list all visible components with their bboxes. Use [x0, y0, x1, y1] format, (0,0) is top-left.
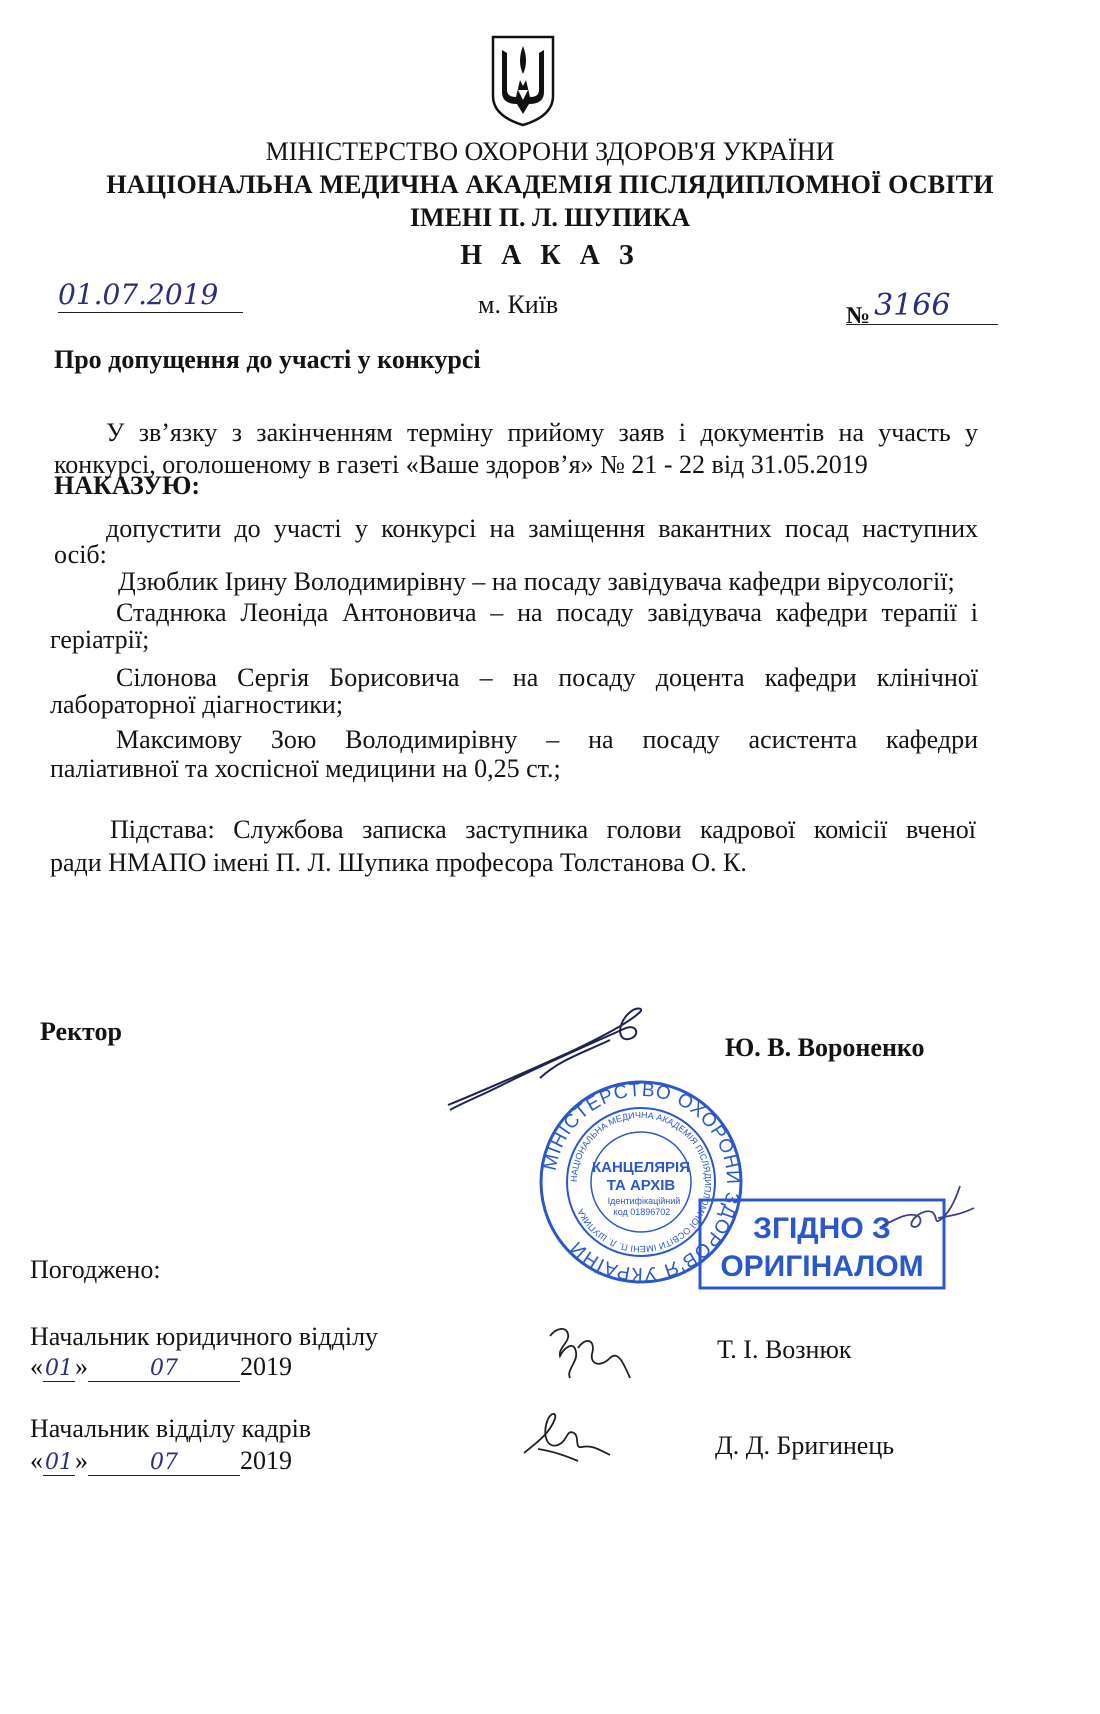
- basis-line2: ради НМАПО імені П. Л. Шупика професора Толстанова О. К.: [50, 848, 747, 877]
- approval-2-month: 07: [88, 1450, 240, 1476]
- approval-label: Погоджено:: [30, 1255, 161, 1284]
- order-subject: Про допущення до участі у конкурсі: [54, 345, 481, 374]
- stamp-outer-text: МІНІСТЕРСТВО ОХОРОНИ ЗДОРОВ'Я УКРАЇНИ: [539, 1079, 744, 1285]
- signer-name: Ю. В. Вороненко: [725, 1033, 925, 1062]
- number-sign: №: [846, 303, 871, 329]
- academy-title-line2: ІМЕНІ П. Л. ШУПИКА: [409, 203, 691, 232]
- rect-stamp-line2: ОРИГІНАЛОМ: [720, 1250, 924, 1283]
- approval-2-position: Начальник відділу кадрів: [30, 1414, 312, 1443]
- order-date: 01.07.2019: [58, 278, 243, 313]
- stamp-center-line1: КАНЦЕЛЯРІЯ: [591, 1159, 691, 1176]
- intro-line1: У зв’язку з закінченням терміну прийому заяв і документів на участь у: [106, 418, 978, 447]
- person-2: Стаднюка Леоніда Антоновича – на посаду завідувача кафедри терапії і: [116, 598, 978, 627]
- intro-line2: конкурсі, оголошеному в газеті «Ваше здоров’я» № 21 - 22 від 31.05.2019: [54, 450, 868, 479]
- person-2-cont: геріатрії;: [50, 625, 150, 654]
- approval-2-year: 2019: [240, 1446, 292, 1475]
- academy-title-line1: НАЦІОНАЛЬНА МЕДИЧНА АКАДЕМІЯ ПІСЛЯДИПЛОМНОЇ ОСВІТИ: [106, 170, 994, 199]
- certification-signature: [878, 1178, 978, 1248]
- person-3: Сілонова Сергія Борисовича – на посаду доцента кафедри клінічної: [116, 663, 978, 692]
- approval-2-signature: [518, 1405, 618, 1475]
- order-number: 3166: [874, 288, 951, 323]
- order-number-field: [846, 288, 998, 329]
- approval-1-name: Т. І. Вознюк: [717, 1335, 852, 1364]
- approval-1-day: 01: [45, 1356, 73, 1381]
- person-4: Максимову Зою Володимирівну – на посаду асистента кафедри: [116, 725, 978, 754]
- stamp-center-line2: ТА АРХІВ: [606, 1177, 676, 1194]
- order-word: НАКАЗУЮ:: [54, 471, 201, 500]
- approval-2-day: 01: [45, 1450, 73, 1475]
- stamp-inner-text: НАЦІОНАЛЬНА МЕДИЧНА АКАДЕМІЯ ПІСЛЯДИПЛОМНОЇ ОСВІТИ ІМЕНІ П. Л. ШУПИКА: [568, 1109, 714, 1255]
- coat-of-arms-icon: [490, 34, 556, 128]
- approval-2-name: Д. Д. Бригинець: [715, 1431, 895, 1460]
- approval-1-month: 07: [88, 1356, 240, 1382]
- stamp-id-line2: код 01896702: [613, 1207, 671, 1217]
- admit-line1: допустити до участі у конкурсі на заміщення вакантних посад наступних: [106, 514, 978, 543]
- document-type: Н А К А З: [460, 240, 640, 271]
- order-city: м. Київ: [478, 290, 559, 319]
- approval-1-signature: [540, 1318, 640, 1388]
- person-4-cont: паліативної та хоспісної медицини на 0,25 ст.;: [50, 754, 561, 783]
- admit-line2: осіб:: [54, 540, 107, 569]
- ministry-title: МІНІСТЕРСТВО ОХОРОНИ ЗДОРОВ'Я УКРАЇНИ: [265, 137, 835, 166]
- basis-line1: Підстава: Службова записка заступника голови кадрової комісії вченої: [110, 815, 976, 844]
- stamp-id-line1: Ідентифікаційний: [607, 1196, 681, 1206]
- approval-2-date: «01» 07 2019: [30, 1446, 292, 1475]
- person-3-cont: лабораторної діагностики;: [50, 690, 344, 719]
- approval-1-position: Начальник юридичного відділу: [30, 1322, 379, 1351]
- signer-title: Ректор: [40, 1017, 122, 1046]
- person-1: Дзюблик Ірину Володимирівну – на посаду завідувача кафедри вірусології;: [118, 567, 955, 596]
- approval-1-date: «01» 07 2019: [30, 1352, 292, 1381]
- rect-stamp-line1: ЗГІДНО З: [753, 1212, 891, 1245]
- approval-1-year: 2019: [240, 1352, 292, 1381]
